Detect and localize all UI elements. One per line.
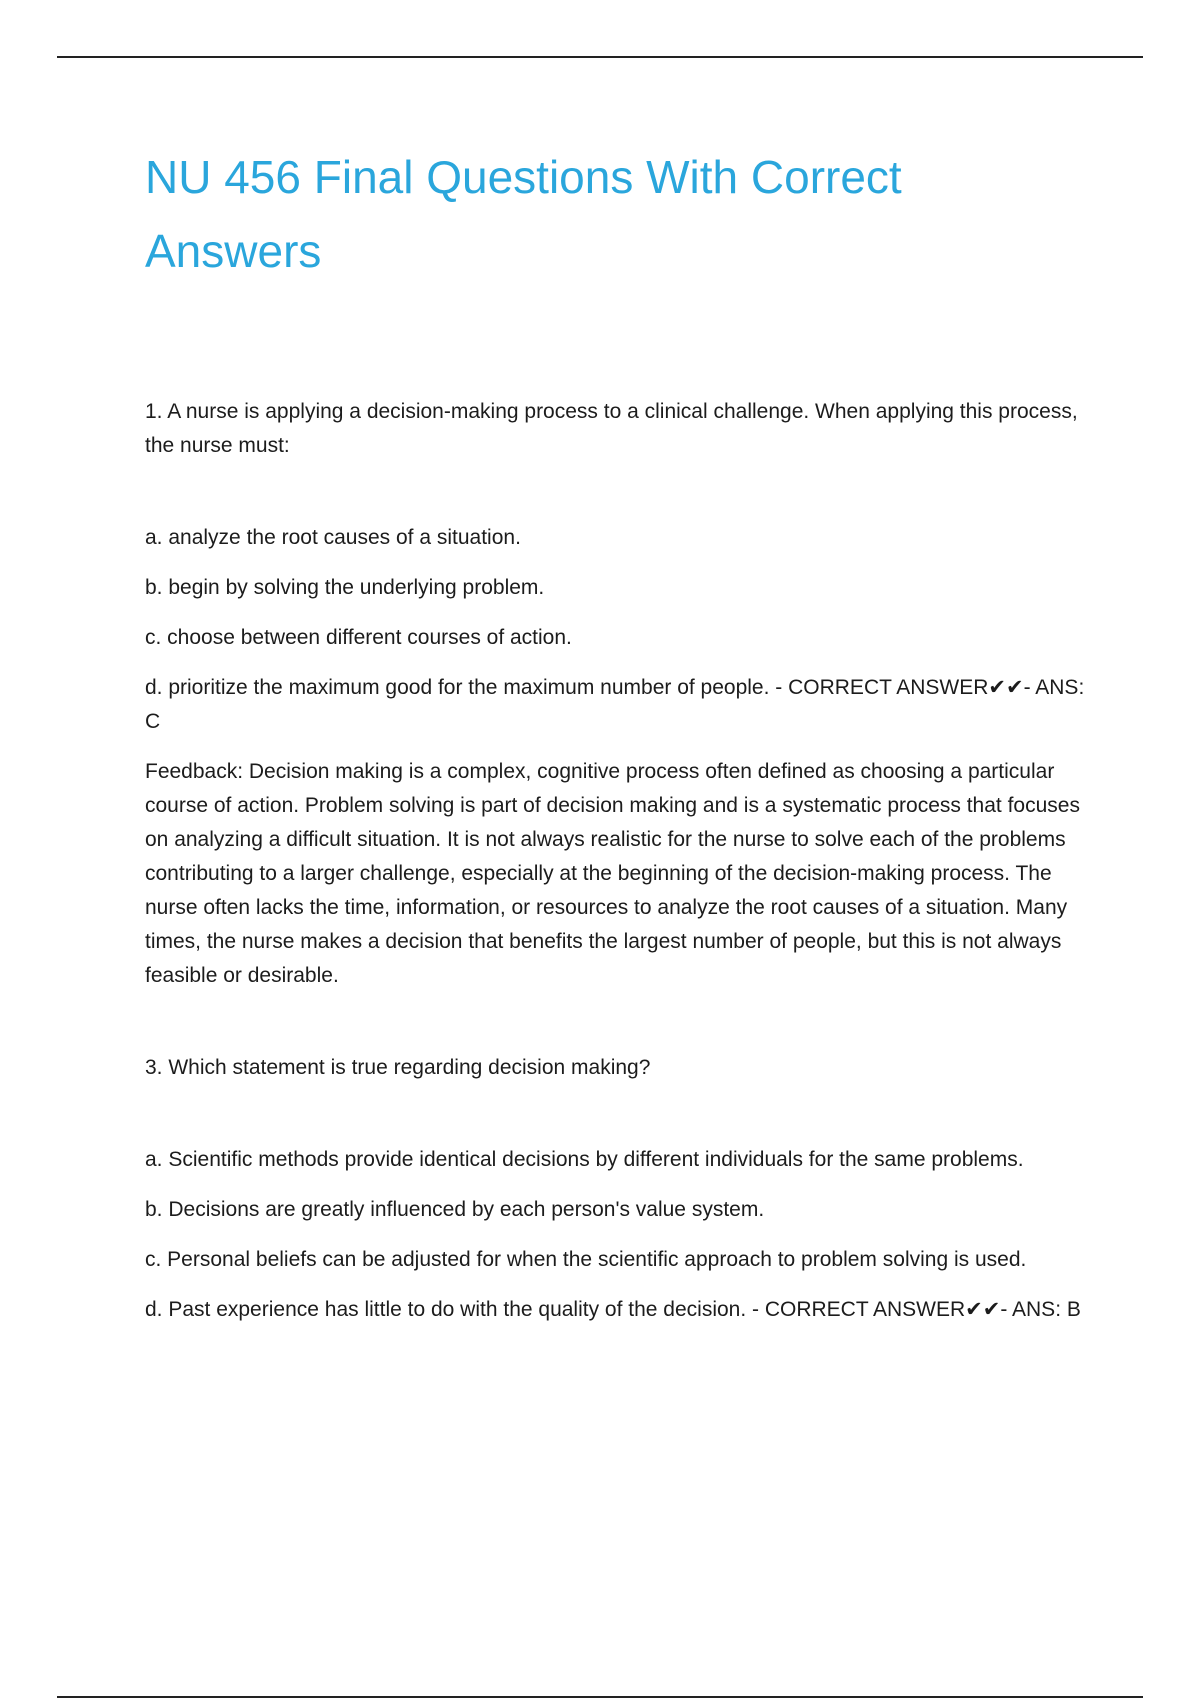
question-3-option-c: c. Personal beliefs can be adjusted for when the scientific approach to problem solving is used. — [145, 1248, 1027, 1271]
question-1-option-d-answer: d. prioritize the maximum good for the maximum number of people. - CORRECT ANSWER✔✔- ANS: C — [145, 676, 1085, 733]
question-1-stem: 1. A nurse is applying a decision-making process to a clinical challenge. When applying this process, the nurse must: — [145, 400, 1078, 457]
question-1-option-a: a. analyze the root causes of a situation. — [145, 526, 521, 549]
document-body — [145, 395, 1085, 1343]
question-3-stem: 3. Which statement is true regarding decision making? — [145, 1056, 651, 1079]
top-divider — [57, 56, 1143, 58]
question-1-feedback: Feedback: Decision making is a complex, cognitive process often defined as choosing a particular course of action. Problem solving is part of decision making and is a systematic process that focuses on analyzing a difficult situation. It is not always realistic for the nurse to solve each of the problems contributing to a larger challenge, especially at the beginning of the decision-making process. The nurse often lacks the time, information, or resources to analyze the root causes of a situation. Many times, the nurse makes a decision that benefits the largest number of people, but this is not always feasible or desirable. — [145, 760, 1080, 987]
question-1-option-c: c. choose between different courses of action. — [145, 626, 572, 649]
question-3-option-d-answer: d. Past experience has little to do with the quality of the decision. - CORRECT ANSWER✔✔- ANS: B — [145, 1298, 1081, 1321]
question-3-option-b: b. Decisions are greatly influenced by each person's value system. — [145, 1198, 765, 1221]
question-1-option-b: b. begin by solving the underlying problem. — [145, 576, 545, 599]
bottom-divider — [57, 1696, 1143, 1698]
question-3-option-a: a. Scientific methods provide identical decisions by different individuals for the same problems. — [145, 1148, 1024, 1171]
document-title: NU 456 Final Questions With Correct Answers — [145, 151, 902, 277]
